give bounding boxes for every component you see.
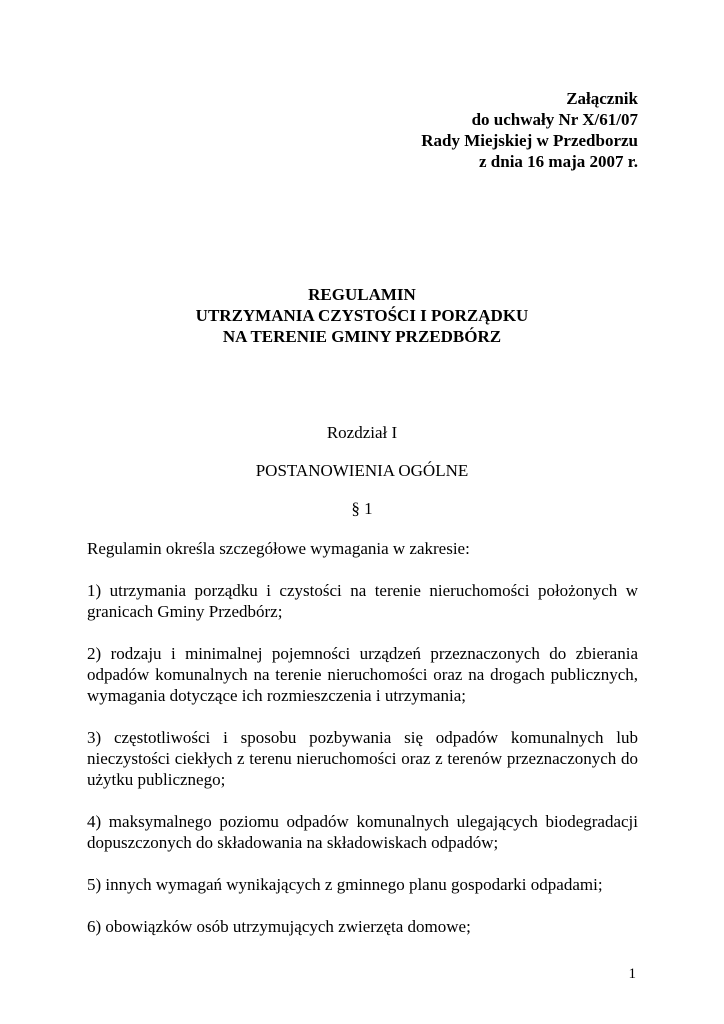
resolution-number: do uchwały Nr X/61/07 — [471, 110, 638, 129]
list-item: 4) maksymalnego poziomu odpadów komunalnych ulegających biodegradacji dopuszczonych do składowania na składowiskach odpadów; — [87, 812, 638, 852]
title-line-3: NA TERENIE GMINY PRZEDBÓRZ — [222, 327, 502, 346]
list-item: 6) obowiązków osób utrzymujących zwierzęta domowe; — [87, 917, 471, 936]
chapter-heading: POSTANOWIENIA OGÓLNE — [255, 461, 469, 480]
title-line-2: UTRZYMANIA CZYSTOŚCI I PORZĄDKU — [195, 306, 529, 325]
section-number: § 1 — [351, 499, 373, 518]
intro-paragraph: Regulamin określa szczegółowe wymagania w zakresie: — [87, 539, 470, 558]
chapter-label: Rozdział I — [326, 423, 398, 442]
council-name: Rady Miejskiej w Przedborzu — [421, 131, 638, 150]
list-item: 2) rodzaju i minimalnej pojemności urządzeń przeznaczonych do zbierania odpadów komunalnych na terenie nieruchomości oraz na drogach publicznych, wymagania dotyczące ich rozmieszczenia i utrzymania; — [87, 644, 638, 705]
body-text — [87, 538, 638, 958]
attachment-title: Załącznik — [566, 89, 638, 108]
attachment-header — [421, 88, 638, 172]
resolution-date: z dnia 16 maja 2007 r. — [479, 152, 638, 171]
title-line-1: REGULAMIN — [308, 285, 416, 304]
document-title — [0, 284, 724, 347]
list-item: 5) innych wymagań wynikających z gminnego planu gospodarki odpadami; — [87, 875, 603, 894]
page-number: 1 — [628, 966, 636, 982]
list-item: 1) utrzymania porządku i czystości na terenie nieruchomości położonych w granicach Gminy Przedbórz; — [87, 581, 638, 621]
list-item: 3) częstotliwości i sposobu pozbywania się odpadów komunalnych lub nieczystości ciekłych z terenu nieruchomości oraz z terenów przeznaczonych do użytku publicznego; — [87, 728, 638, 789]
